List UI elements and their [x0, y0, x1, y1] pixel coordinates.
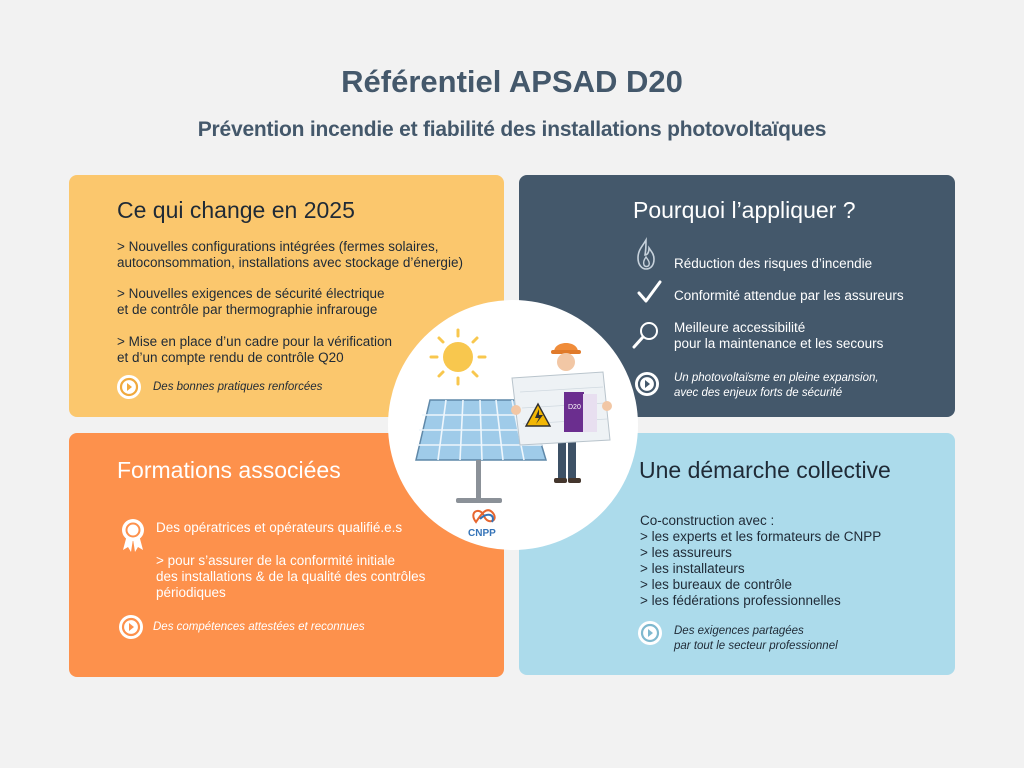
flame-icon — [633, 237, 659, 278]
card-why-title: Pourquoi l’appliquer ? — [633, 197, 856, 223]
changes-item-electrical-safety: > Nouvelles exigences de sécurité électrique et de contrôle par thermographie infrarouge — [117, 286, 385, 317]
arrow-circle-icon — [635, 372, 659, 396]
collective-intro: Co-construction avec : — [640, 513, 775, 528]
arrow-circle-icon — [119, 615, 143, 639]
training-qualified-operators: Des opératrices et opérateurs qualifié.e.s — [156, 520, 403, 535]
why-item-insurer-compliance: Conformité attendue par les assureurs — [674, 288, 904, 303]
collective-note: Des exigences partagées par tout le secteur professionnel — [674, 625, 838, 652]
changes-note: Des bonnes pratiques renforcées — [153, 381, 323, 393]
sun-icon — [431, 330, 485, 384]
card-collective-title: Une démarche collective — [639, 457, 891, 483]
training-conformity-detail: > pour s’assurer de la conformité initiale des installations & de la qualité des contrôles périodiques — [156, 553, 426, 600]
card-trainings-title: Formations associées — [117, 457, 341, 483]
collective-list-item: > les installateurs — [640, 561, 745, 576]
worker-figure — [511, 343, 612, 483]
check-icon — [635, 278, 663, 311]
why-item-fire-risk: Réduction des risques d’incendie — [674, 256, 873, 271]
collective-list-item: > les fédérations professionnelles — [640, 593, 841, 608]
arrow-circle-icon — [638, 621, 662, 645]
doc-label: D20 — [568, 404, 581, 411]
collective-list-item: > les experts et les formateurs de CNPP — [640, 529, 882, 544]
changes-item-verification-framework: > Mise en place d’un cadre pour la vérification et d’un compte rendu de contrôle Q20 — [117, 334, 393, 365]
training-note: Des compétences attestées et reconnues — [153, 621, 365, 633]
why-item-accessibility: Meilleure accessibilité pour la maintenance et les secours — [674, 320, 884, 351]
page-title: Référentiel APSAD D20 — [341, 64, 683, 99]
cnpp-logo — [468, 510, 496, 539]
arrow-circle-icon — [117, 375, 141, 399]
card-changes-title: Ce qui change en 2025 — [117, 197, 355, 223]
why-note: Un photovoltaïsme en pleine expansion, avec des enjeux forts de sécurité — [674, 372, 879, 399]
center-illustration — [388, 300, 638, 550]
cnpp-logo-text: CNPP — [468, 528, 496, 539]
award-ribbon-icon — [119, 517, 147, 558]
solar-worker-illustration — [388, 300, 638, 550]
collective-list-item: > les assureurs — [640, 545, 732, 560]
collective-list-item: > les bureaux de contrôle — [640, 577, 792, 592]
page-subtitle: Prévention incendie et fiabilité des installations photovoltaïques — [197, 118, 827, 141]
changes-item-configurations: > Nouvelles configurations intégrées (fermes solaires, autoconsommation, installations avec stockage d’énergie) — [117, 239, 463, 270]
